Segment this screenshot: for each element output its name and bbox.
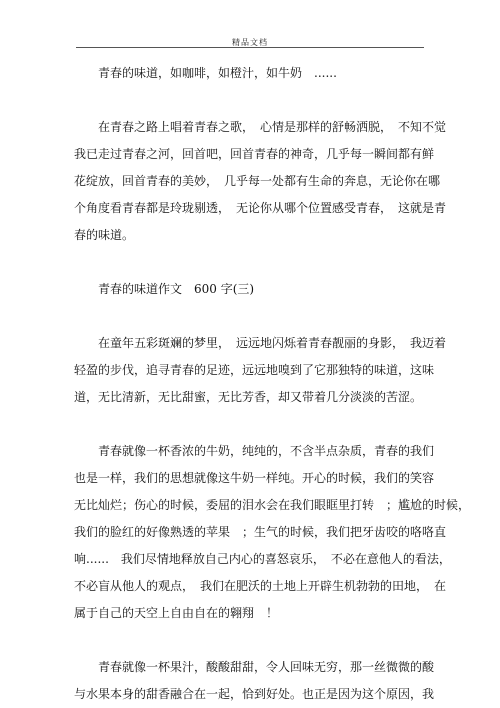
paragraph-line: 属于自己的天空上自由自在的翱翔 ！ [74,606,279,620]
paragraph-line: 青春就像一杯香浓的牛奶，纯纯的，不含半点杂质，青春的我们 [98,444,435,458]
paragraph-gap [74,87,426,114]
header-title: 精品文档 [232,38,268,47]
paragraph-line: 春的味道。 [74,228,135,242]
paragraph-gap [74,303,426,330]
paragraph-gap [74,249,426,276]
paragraph-line: 也是一样，我们的思想就像这牛奶一样纯。开心的时候，我们的笑容 [74,471,435,485]
paragraph-line: 道，无比清新，无比甜蜜，无比芳香，却又带着几分淡淡的苦涩。 [74,390,423,404]
document-body [74,60,471,708]
paragraph-line: 无比灿烂；伤心的时候，委屈的泪水会在我们眼眶里打转 ；尴尬的时候， [74,498,471,512]
paragraph-line: 我们的脸红的好像熟透的苹果 ；生气的时候，我们把牙齿咬的咯咯直 [74,525,447,539]
paragraph-line: 个角度看青春都是玲珑剔透， 无论你从哪个位置感受青春， 这就是青 [74,201,447,215]
paragraph-line: 不必盲从他人的观点， 我们在肥沃的土地上开辟生机勃勃的田地， 在 [74,579,447,593]
paragraph-line: 在童年五彩斑斓的梦里， 远远地闪烁着青春靓丽的身影， 我迈着 [98,336,447,350]
section-heading: 青春的味道作文 600 字(三) [98,282,255,296]
page-header [0,0,500,50]
paragraph-gap [74,627,426,654]
paragraph-gap [74,411,426,438]
paragraph-line: 花绽放，回首青春的美妙， 几乎每一处都有生命的奔息，无论你在哪 [74,174,441,188]
paragraph-line: 我已走过青春之河，回首吧，回首青春的神奇，几乎每一瞬间都有鲜 [74,147,435,161]
paragraph-line: 在青春之路上唱着青春之歌， 心情是那样的舒畅洒脱， 不知不觉 [98,120,447,134]
header-divider [76,47,424,48]
paragraph-line: 响...... 我们尽情地释放自己内心的喜怒哀乐， 不必在意他人的看法， [74,552,451,566]
paragraph-line: 青春就像一杯果汁，酸酸甜甜，令人回味无穷，那一丝微微的酸 [98,660,435,674]
paragraph-line: 青春的味道，如咖啡，如橙汁，如牛奶 ...... [98,66,337,80]
paragraph-line: 轻盈的步伐，追寻青春的足迹，远远地嗅到了它那独特的味道，这味 [74,363,435,377]
paragraph-line: 与水果本身的甜香融合在一起，恰到好处。也正是因为这个原因，我 [74,687,435,701]
